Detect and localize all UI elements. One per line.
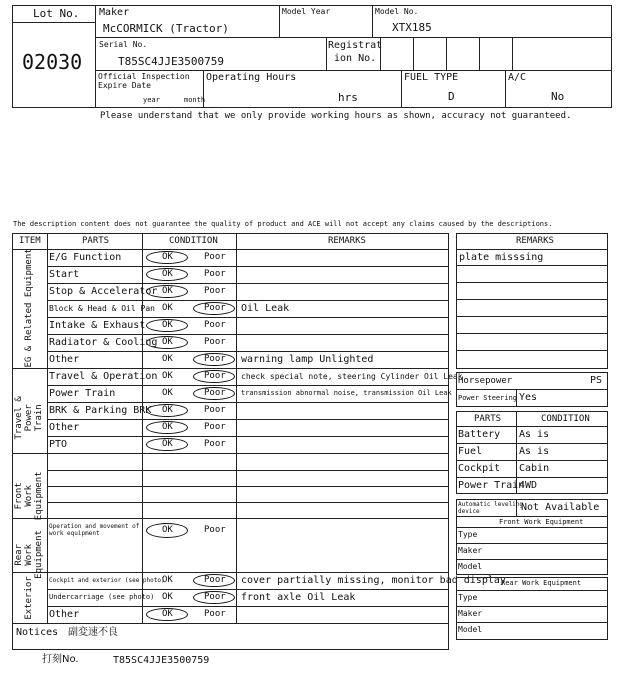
part-name: Stop & Accelerator	[49, 285, 158, 297]
row-divider	[47, 334, 449, 335]
side-part-condition: Cabin	[519, 463, 550, 474]
disclaimer: The description content does not guarantee the quality of product and ACE will not accept any claims caused by the descriptions.	[13, 220, 553, 228]
poor-option[interactable]: Poor	[204, 320, 226, 330]
group-label-travel	[15, 378, 45, 458]
rear-type-label: Type	[458, 593, 478, 602]
poor-circle-mark	[193, 387, 235, 400]
registration-label: Registrat	[328, 40, 383, 51]
poor-circle-mark	[193, 370, 235, 383]
maker-value: McCORMICK (Tractor)	[103, 22, 229, 35]
divider	[95, 5, 96, 108]
group-divider	[12, 518, 449, 519]
row-divider	[47, 436, 449, 437]
ok-option[interactable]: OK	[162, 269, 173, 279]
row-divider	[47, 317, 449, 318]
stamp-value: T85SC4JJE3500759	[113, 655, 210, 666]
group-label-rear-text: Rear Work Equipment	[14, 530, 44, 579]
model-year-label: Model Year	[282, 7, 331, 16]
divider	[456, 460, 608, 461]
ok-option[interactable]: OK	[162, 592, 173, 602]
part-name: Other	[49, 608, 80, 620]
ok-option[interactable]: OK	[162, 337, 173, 347]
divider	[456, 265, 608, 266]
group-label-eg: EG & Related Equipment	[24, 248, 35, 368]
side-remarks-label: REMARKS	[516, 236, 554, 246]
stamp-label: 打刻No.	[42, 654, 79, 665]
divider	[456, 516, 608, 517]
rear-model-label: Model	[458, 625, 483, 634]
row-divider	[47, 486, 449, 487]
ok-option[interactable]: OK	[162, 286, 173, 296]
side-part-name: Cockpit	[458, 463, 501, 474]
fuel-type-label: FUEL TYPE	[404, 72, 459, 83]
rear-work-title: Rear Work Equipment	[501, 579, 582, 587]
leveling-label: Automatic leveling	[458, 501, 524, 508]
divider	[456, 316, 608, 317]
poor-option[interactable]: Poor	[204, 371, 226, 381]
divider	[456, 559, 608, 560]
leveling-label-2: device	[458, 508, 480, 515]
horsepower-value: PS	[590, 375, 603, 386]
poor-circle-mark	[193, 353, 235, 366]
divider	[512, 37, 513, 70]
ok-circle-mark	[146, 336, 188, 349]
ok-circle-mark	[146, 285, 188, 298]
divider	[413, 37, 414, 70]
divider	[505, 70, 506, 108]
poor-option[interactable]: Poor	[204, 286, 226, 296]
poor-circle-mark	[193, 574, 235, 587]
notices-label: Notices	[16, 627, 59, 638]
serial-value: T85SC4JJE3500759	[118, 55, 224, 68]
row-divider	[47, 502, 449, 503]
remark-text: check special note, steering Cylinder Oil Leak	[241, 371, 463, 381]
ok-option[interactable]: OK	[162, 422, 173, 432]
steering-value: Yes	[519, 392, 538, 403]
group-divider	[12, 453, 449, 454]
ok-circle-mark	[146, 523, 188, 538]
divider	[456, 443, 608, 444]
divider	[456, 426, 608, 427]
front-work-title: Front Work Equipment	[499, 518, 584, 526]
poor-option[interactable]: Poor	[204, 609, 226, 619]
year-label: year	[143, 96, 160, 104]
ok-option[interactable]: OK	[162, 388, 173, 398]
front-maker-label: Maker	[458, 546, 483, 555]
poor-option[interactable]: Poor	[204, 422, 226, 432]
steering-label: Power Steering	[458, 394, 518, 402]
part-name: Travel & Operation	[49, 370, 158, 382]
divider	[12, 22, 95, 23]
row-divider	[47, 606, 449, 607]
side-part-name: Fuel	[458, 446, 483, 457]
divider	[236, 233, 237, 623]
part-name: Cockpit and exterior (see photo)	[49, 576, 165, 584]
divider	[456, 527, 608, 528]
col-item: ITEM	[19, 236, 41, 246]
part-name: E/G Function	[49, 251, 122, 263]
ok-option[interactable]: OK	[162, 525, 173, 535]
row-divider	[47, 300, 449, 301]
part-name: Undercarriage (see photo)	[49, 593, 155, 601]
row-divider	[47, 283, 449, 284]
divider	[326, 37, 327, 70]
divider	[479, 37, 480, 70]
divider	[456, 282, 608, 283]
poor-option[interactable]: Poor	[204, 575, 226, 585]
row-divider	[47, 351, 449, 352]
poor-option[interactable]: Poor	[204, 269, 226, 279]
front-model-label: Model	[458, 562, 483, 571]
divider	[456, 477, 608, 478]
part-name: PTO	[49, 438, 68, 450]
ac-value: No	[551, 90, 565, 103]
header-block	[12, 5, 612, 108]
registration-label-2: ion No.	[334, 53, 377, 64]
poor-circle-mark	[193, 591, 235, 604]
part-name: BRK & Parking BRK	[49, 404, 152, 416]
part-name: Radiator & Cooling	[49, 336, 158, 348]
divider	[456, 622, 608, 623]
divider	[401, 70, 402, 108]
ok-option[interactable]: OK	[162, 354, 173, 364]
group-label-travel-text: Travel & Power Train	[14, 396, 44, 440]
divider	[372, 5, 373, 37]
side-part-condition: 4WD	[519, 480, 538, 491]
poor-option[interactable]: Poor	[204, 525, 226, 535]
operating-hours-label: Operating Hours	[206, 72, 297, 83]
poor-option[interactable]: Poor	[204, 252, 226, 262]
divider	[456, 543, 608, 544]
poor-option[interactable]: Poor	[204, 354, 226, 364]
side-part-name: Power Train	[458, 480, 525, 491]
model-no-label: Model No.	[375, 7, 419, 16]
divider	[12, 249, 449, 250]
remark-text: cover partially missing, monitor bad display	[241, 574, 506, 586]
inspection-label: Official Inspection	[98, 72, 190, 81]
leveling-value: Not Available	[521, 502, 600, 513]
col-remarks: REMARKS	[328, 236, 366, 246]
part-name: Power Train	[49, 387, 116, 399]
side-part-condition: As is	[519, 429, 550, 440]
inspection-label-2: Expire Date	[98, 81, 151, 90]
divider	[456, 350, 608, 351]
divider	[456, 389, 608, 390]
maker-label: Maker	[99, 7, 130, 18]
fuel-type-value: D	[448, 90, 455, 103]
lot-label: Lot No.	[33, 7, 80, 20]
row-divider	[47, 470, 449, 471]
divider	[279, 5, 280, 37]
month-label: month	[184, 96, 206, 104]
divider	[456, 249, 608, 250]
part-name: Block & Head & Oil Pan	[49, 303, 155, 313]
remark-text: warning lamp Unlighted	[241, 353, 374, 365]
row-divider	[47, 419, 449, 420]
group-label-exterior: Exterior	[24, 576, 35, 620]
part-name: Operation and movement of work equipment	[49, 523, 140, 537]
col-condition: CONDITION	[169, 236, 218, 246]
ok-circle-mark	[146, 319, 188, 332]
model-no-value: XTX185	[392, 21, 432, 34]
row-divider	[47, 266, 449, 267]
group-label-front-text: Front Work Equipment	[14, 471, 44, 521]
divider	[95, 70, 612, 71]
poor-option[interactable]: Poor	[204, 303, 226, 313]
part-name: Intake & Exhaust	[49, 319, 146, 331]
side-remarks-value: plate misssing	[459, 252, 544, 263]
remark-text: Oil Leak	[241, 302, 290, 314]
divider	[47, 233, 48, 623]
divider	[456, 333, 608, 334]
ac-label: A/C	[508, 72, 527, 83]
poor-option[interactable]: Poor	[204, 592, 226, 602]
divider	[446, 37, 447, 70]
ok-option[interactable]: OK	[162, 609, 173, 619]
ok-option[interactable]: OK	[162, 303, 173, 313]
part-name: Other	[49, 421, 80, 433]
serial-label: Serial No.	[99, 40, 148, 49]
poor-option[interactable]: Poor	[204, 388, 226, 398]
poor-option[interactable]: Poor	[204, 337, 226, 347]
divider	[456, 590, 608, 591]
row-divider	[47, 589, 449, 590]
ok-circle-mark	[146, 421, 188, 434]
front-type-label: Type	[458, 530, 478, 539]
ok-option[interactable]: OK	[162, 405, 173, 415]
side-condition-label: CONDITION	[541, 414, 590, 424]
group-divider	[12, 368, 449, 369]
ok-circle-mark	[146, 251, 188, 264]
ok-option[interactable]: OK	[162, 371, 173, 381]
ok-circle-mark	[146, 268, 188, 281]
divider	[95, 37, 612, 38]
part-name: Start	[49, 268, 80, 280]
ok-option[interactable]: OK	[162, 575, 173, 585]
rear-maker-label: Maker	[458, 609, 483, 618]
poor-circle-mark	[193, 302, 235, 315]
part-name: Other	[49, 353, 80, 365]
ok-circle-mark	[146, 404, 188, 417]
side-part-name: Battery	[458, 429, 501, 440]
ok-circle-mark	[146, 608, 188, 621]
remark-text: transmission abnormal noise, transmission Oil Leak	[241, 389, 452, 397]
notices-value: 副変速不良	[68, 627, 118, 638]
row-divider	[47, 402, 449, 403]
divider	[456, 606, 608, 607]
row-divider	[47, 385, 449, 386]
poor-option[interactable]: Poor	[204, 405, 226, 415]
ok-circle-mark	[146, 438, 188, 451]
lot-number: 02030	[22, 50, 83, 74]
hours-unit: hrs	[338, 91, 358, 104]
hours-notice: Please understand that we only provide working hours as shown, accuracy not guaranteed.	[100, 111, 572, 121]
horsepower-label: Horsepower	[458, 376, 513, 386]
col-parts: PARTS	[82, 236, 110, 246]
side-parts-label: PARTS	[474, 414, 502, 424]
remark-text: front axle Oil Leak	[241, 591, 356, 603]
divider	[456, 299, 608, 300]
side-part-condition: As is	[519, 446, 550, 457]
group-divider	[12, 572, 449, 573]
poor-option[interactable]: Poor	[204, 439, 226, 449]
ok-option[interactable]: OK	[162, 252, 173, 262]
ok-option[interactable]: OK	[162, 320, 173, 330]
ok-option[interactable]: OK	[162, 439, 173, 449]
